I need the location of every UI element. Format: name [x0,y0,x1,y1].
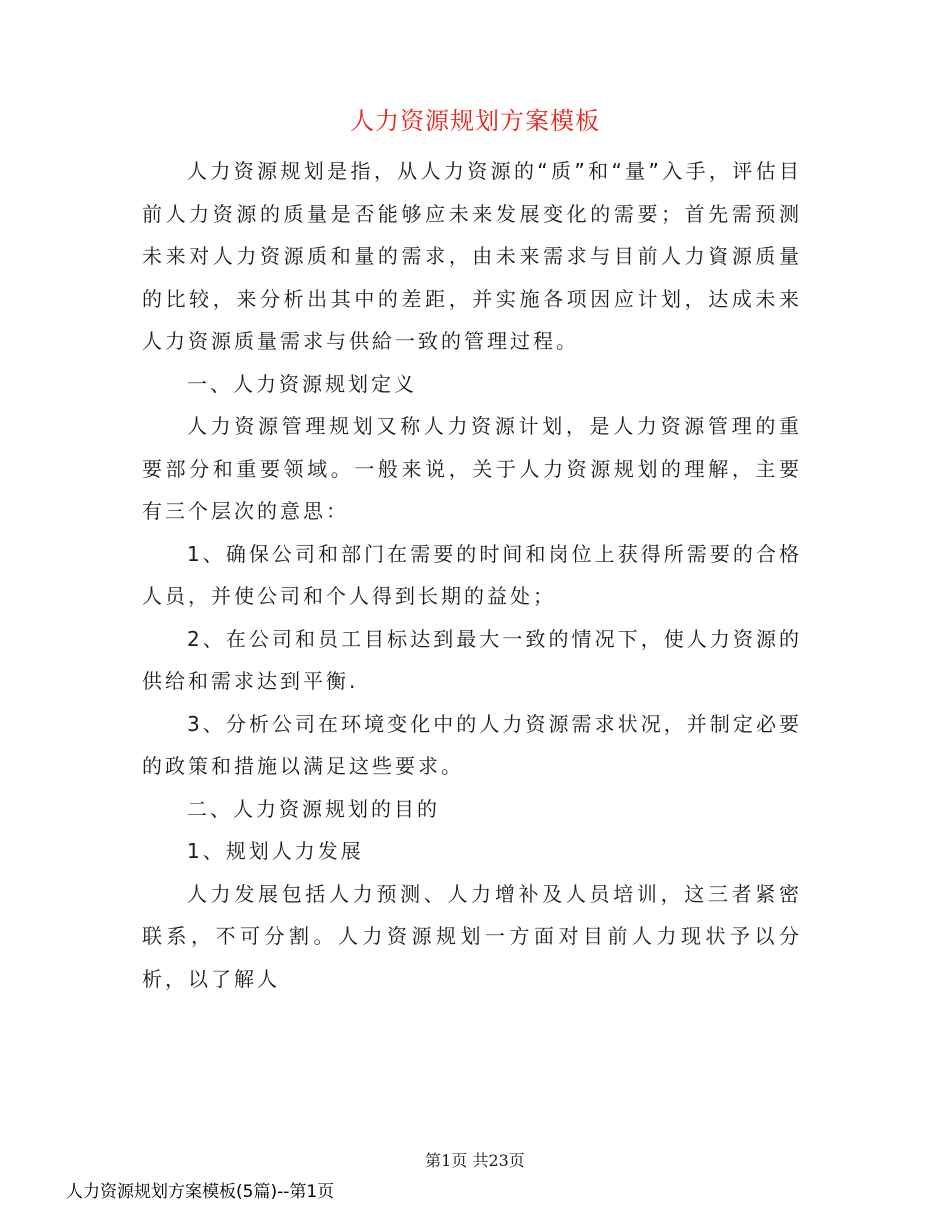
section-heading-definition: 一、人力资源规划定义 [187,371,417,396]
document-title: 人力资源规划方案模板 [350,107,600,135]
definition-paragraph: 人力资源管理规划又称人力资源计划，是人力资源管理的重要部分和重要领域。一般来说，关于人力资源规划的理解，主要有三个层次的意思： [142,414,802,523]
page-number: 第1页 共23页 [425,1151,525,1170]
list-item: 3、分析公司在环境变化中的人力资源需求状况，并制定必要的政策和措施以满足这些要求。 [142,711,802,778]
document-body [142,150,802,1000]
intro-paragraph: 人力资源规划是指，从人力资源的“质”和“量”入手，评估目前人力资源的质量是否能够应未来发展变化的需要；首先需预测未来对人力资源质和量的需求，由未来需求与目前人力資源质量的比较，来分析出其中的差距，并实施各项因应计划，达成未来人力资源质量需求与供給一致的管理过程。 [142,159,802,353]
development-paragraph: 人力发展包括人力预测、人力增补及人员培训，这三者紧密联系，不可分割。人力资源规划一方面对目前人力现状予以分析，以了解人 [142,881,802,991]
list-item: 1、确保公司和部门在需要的时间和岗位上获得所需要的合格人员，并使公司和个人得到长期的益处； [142,541,802,608]
list-item: 2、在公司和员工目标达到最大一致的情况下，使人力资源的供给和需求达到平衡. [142,626,802,693]
section-heading-purpose: 二、人力资源规划的目的 [187,796,440,821]
subsection-heading: 1、规划人力发展 [187,839,364,863]
document-label: 人力资源规划方案模板(5篇)--第1页 [66,1182,335,1202]
